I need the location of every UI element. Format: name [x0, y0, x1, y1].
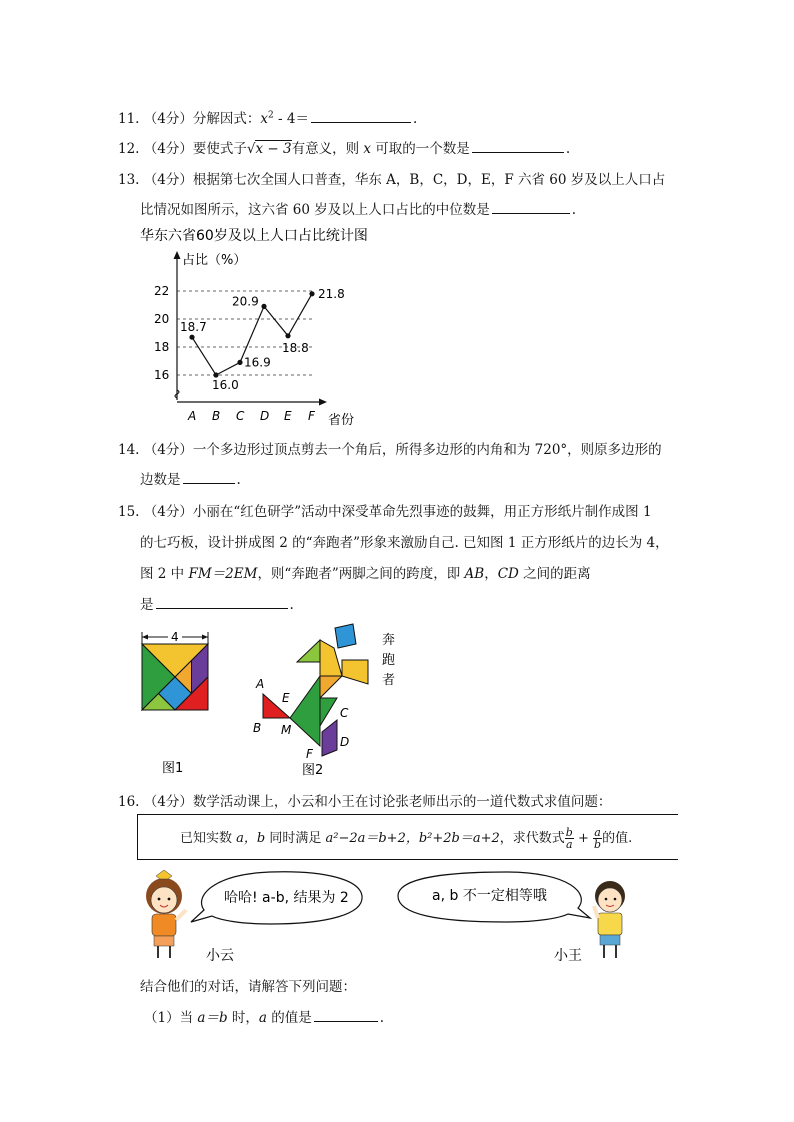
- problem-text: 已知实数: [180, 831, 237, 846]
- figure-2-caption: 图2: [302, 763, 324, 778]
- eye: [614, 898, 617, 901]
- score-label: （4分）: [143, 172, 193, 188]
- math-variable: a，b: [236, 831, 266, 846]
- math-variable: CD: [497, 566, 519, 582]
- face: [598, 888, 622, 912]
- question-text: 有意义，则: [291, 141, 364, 157]
- figure-1-tangram: [138, 628, 218, 778]
- data-label: 18.7: [180, 320, 207, 335]
- tangram-square: [142, 644, 208, 710]
- runner-label-char: 奔: [382, 633, 396, 648]
- yun-name: 小云: [206, 948, 234, 964]
- eye: [158, 898, 161, 901]
- question-text: 边数是: [140, 472, 181, 488]
- question-number: 11.: [118, 111, 140, 127]
- period: .: [289, 597, 294, 613]
- answer-blank[interactable]: [311, 109, 411, 123]
- data-label: 20.9: [232, 294, 259, 309]
- wang-name: 小王: [554, 948, 582, 964]
- fraction-numerator: a: [594, 826, 601, 839]
- problem-statement: [180, 827, 632, 850]
- question-text: ，: [484, 566, 498, 582]
- question-15-line-2: [140, 531, 669, 551]
- period: .: [379, 1010, 385, 1026]
- point-label-b: B: [253, 721, 262, 735]
- period: .: [571, 202, 577, 218]
- x-tick-label: B: [212, 409, 221, 423]
- question-text: 小丽在“红色研学”活动中深受革命先烈事迹的鼓舞，用正方形纸片制作成图 1: [192, 504, 652, 520]
- data-label: 21.8: [318, 286, 345, 301]
- x-tick-label: D: [260, 409, 270, 423]
- question-15-line-1: [118, 500, 652, 520]
- data-point: [189, 335, 194, 340]
- data-point: [309, 291, 314, 296]
- arrow-left-icon: [142, 635, 148, 640]
- question-text: 比情况如图所示，这六省 60 岁及以上人口占比的中位数是: [140, 202, 490, 218]
- problem-text: ，求代数式: [499, 831, 565, 846]
- question-11: [118, 107, 417, 127]
- question-14-line-1: [118, 438, 662, 458]
- math-expression: a＝b: [197, 1010, 228, 1026]
- question-16-follow: [140, 975, 356, 995]
- answer-blank[interactable]: [183, 470, 235, 484]
- fraction-b-over-a: [565, 827, 574, 850]
- question-number: 15.: [118, 504, 140, 520]
- question-text: 时，: [227, 1010, 259, 1026]
- figure-2-runner: [250, 622, 410, 780]
- data-label: 16.9: [244, 355, 271, 370]
- math-expression: a²−2a＝b+2，b²+2b＝a+2: [325, 831, 500, 846]
- question-text: 是: [140, 597, 154, 613]
- boy-avatar: [594, 881, 625, 958]
- runner-arm-yellow: [342, 660, 368, 684]
- score-label: （4分）: [143, 442, 193, 458]
- line-chart: [140, 222, 380, 428]
- shirt: [152, 914, 176, 936]
- arrow-right-icon: [202, 635, 208, 640]
- x-axis-label: 省份: [328, 413, 355, 428]
- problem-box: [137, 814, 678, 860]
- figure-1-caption: 图1: [162, 761, 184, 776]
- face: [151, 887, 177, 913]
- question-text: 结合他们的对话，请解答下列问题：: [140, 979, 356, 995]
- score-label: （4分）: [143, 794, 193, 810]
- y-tick-label: 18: [154, 340, 170, 354]
- y-tick-label: 16: [154, 368, 170, 382]
- answer-blank[interactable]: [492, 200, 570, 214]
- math-variable: a: [258, 1010, 267, 1026]
- point-label-f: F: [306, 747, 313, 761]
- runner-foot-purple: [322, 720, 337, 756]
- y-tick-label: 22: [154, 284, 170, 298]
- question-text: 可取的一个数是: [371, 141, 470, 157]
- y-axis-label: 占比（%）: [182, 253, 247, 268]
- runner-torso-orange: [320, 676, 342, 698]
- question-text: 要使式子: [192, 141, 247, 157]
- crown-icon: [156, 870, 172, 879]
- problem-text: 同时满足: [265, 831, 326, 846]
- data-point: [285, 333, 290, 338]
- answer-blank[interactable]: [156, 595, 288, 609]
- question-15-line-4: [140, 593, 294, 613]
- math-expression: - 4＝: [273, 111, 309, 127]
- point-label-c: C: [340, 706, 349, 720]
- fraction-a-over-b: [593, 827, 602, 850]
- question-13-line-2: [140, 198, 576, 218]
- point-label-m: M: [281, 723, 292, 737]
- question-text: 根据第七次全国人口普查，华东 A，B，C，D，E，F 六省 60 岁及以上人口占: [192, 172, 666, 188]
- math-exponent: 2: [268, 110, 274, 121]
- question-number: 16.: [118, 794, 140, 810]
- question-13-line-1: [118, 168, 665, 188]
- dialogue-illustration: [136, 866, 660, 966]
- eye: [168, 898, 171, 901]
- question-text: 之间的距离: [518, 566, 591, 582]
- question-number: 14.: [118, 442, 140, 458]
- score-label: （4分）: [143, 141, 193, 157]
- data-label: 18.8: [282, 340, 309, 355]
- point-label-a: A: [256, 677, 265, 691]
- x-tick-label: C: [236, 409, 245, 423]
- fraction-numerator: b: [565, 826, 573, 839]
- score-label: （4分）: [143, 111, 193, 127]
- question-16-sub-1: [144, 1006, 384, 1026]
- question-text: 一个多边形过顶点剪去一个角后，所得多边形的内角和为 720°，则原多边形的: [192, 442, 662, 458]
- period: .: [565, 141, 571, 157]
- question-15-line-3: [140, 562, 591, 582]
- chart-title: 华东六省60岁及以上人口占比统计图: [140, 228, 368, 244]
- math-expression: FM＝2EM: [188, 566, 258, 582]
- question-text: 的七巧板，设计拼成图 2 的“奔跑者”形象来激励自己. 已知图 1 正方形纸片的边长为 4，: [140, 535, 669, 551]
- point-label-e: E: [282, 691, 290, 705]
- skirt: [154, 936, 174, 946]
- shorts: [600, 935, 620, 945]
- problem-text: 的值.: [602, 831, 633, 846]
- question-12: [118, 137, 570, 157]
- answer-blank[interactable]: [314, 1008, 378, 1022]
- question-16: [118, 790, 611, 810]
- radicand: x − 3: [255, 141, 292, 157]
- x-tick-label: E: [284, 409, 292, 423]
- question-text: 的值是: [266, 1010, 312, 1026]
- fraction-denominator: a: [566, 838, 573, 851]
- data-point: [213, 372, 218, 377]
- answer-blank[interactable]: [472, 139, 564, 153]
- runner-label-char: 跑: [382, 653, 396, 668]
- math-variable: AB: [464, 566, 485, 582]
- yun-speech: 哈哈! a-b, 结果为 2: [224, 890, 349, 906]
- question-text: ，则“奔跑者”两脚之间的跨度，即: [257, 566, 465, 582]
- y-tick-label: 20: [154, 312, 170, 326]
- side-length-label: 4: [171, 630, 179, 644]
- period: .: [236, 472, 241, 488]
- x-tick-label: A: [188, 409, 197, 423]
- score-label: （4分）: [143, 504, 193, 520]
- runner-arm-lightgreen: [297, 640, 320, 662]
- question-number: 13.: [118, 172, 140, 188]
- math-variable: x: [363, 141, 372, 157]
- question-text: （1）当: [144, 1010, 198, 1026]
- point-label-d: D: [340, 735, 350, 749]
- runner-head-blue: [335, 624, 356, 648]
- y-axis-arrow: [174, 251, 181, 259]
- data-point: [237, 360, 242, 365]
- girl-avatar: [146, 870, 186, 958]
- eye: [605, 898, 608, 901]
- question-text: 图 2 中: [140, 566, 189, 582]
- fraction-denominator: b: [594, 838, 602, 851]
- arm: [176, 910, 186, 920]
- sqrt-symbol: √: [246, 141, 256, 157]
- runner-label-char: 者: [382, 673, 396, 688]
- question-14-line-2: [140, 468, 241, 488]
- plus-sign: +: [573, 831, 594, 846]
- question-text: 数学活动课上，小云和小王在讨论张老师出示的一道代数式求值问题：: [192, 794, 612, 810]
- data-label: 16.0: [212, 378, 239, 392]
- runner-leg-green: [290, 676, 320, 746]
- wang-speech: a, b 不一定相等哦: [432, 888, 547, 904]
- question-text: 分解因式：: [192, 111, 261, 127]
- data-point: [261, 304, 266, 309]
- x-tick-label: F: [308, 409, 315, 423]
- question-number: 12.: [118, 141, 140, 157]
- arm: [594, 906, 598, 918]
- period: .: [412, 111, 418, 127]
- math-variable: x: [260, 111, 268, 127]
- shirt: [598, 913, 622, 935]
- x-axis-arrow: [319, 399, 327, 406]
